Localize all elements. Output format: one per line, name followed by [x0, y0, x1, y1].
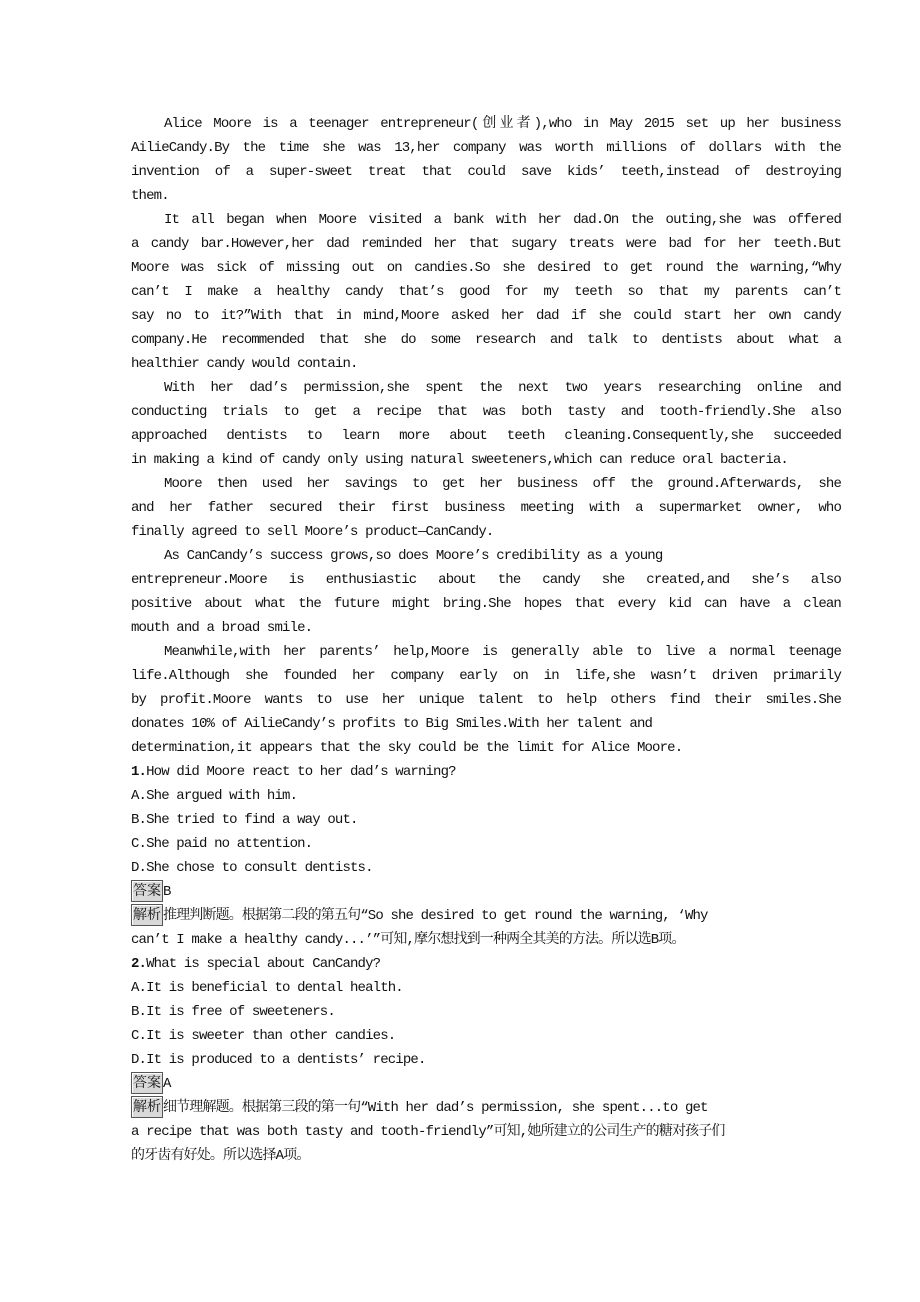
text-line: conducting trials to get a recipe that was both tasty and tooth-friendly.She also — [131, 404, 841, 420]
text-line: a candy bar.However,her dad reminded her that sugary treats were bad for her teeth.But — [131, 236, 841, 252]
answer-option: C.She paid no attention. — [131, 836, 313, 852]
text-line: Meanwhile,with her parents’ help,Moore is generally able to live a normal teenage — [164, 644, 841, 660]
question-stem — [131, 952, 841, 976]
document-body — [131, 112, 841, 1168]
text-line: healthier candy would contain. — [131, 356, 358, 372]
answer-option: B.She tried to find a way out. — [131, 812, 358, 828]
reading-passage — [131, 112, 841, 760]
text-line: say no to it?”With that in mind,Moore asked her dad if she could start her own candy — [131, 308, 841, 324]
answer-option: C.It is sweeter than other candies. — [131, 1028, 396, 1044]
question-number: 2. — [131, 956, 147, 972]
analysis-text: 细节理解题。根据第三段的第一句“With her dad’s permission, she spent...to get — [163, 1100, 708, 1116]
answer-option: A.She argued with him. — [131, 788, 298, 804]
text-line: As CanCandy’s success grows,so does Moore’s credibility as a young — [164, 548, 663, 564]
analysis-line — [131, 1144, 841, 1168]
paragraph — [131, 208, 841, 376]
paragraph — [131, 112, 841, 208]
question-text: What is special about CanCandy? — [146, 956, 381, 972]
analysis-label-badge: 解析 — [131, 1096, 163, 1118]
question-stem — [131, 760, 841, 784]
text-line: donates 10% of AilieCandy’s profits to Big Smiles.With her talent and — [131, 716, 653, 732]
answer-option: D.It is produced to a dentists’ recipe. — [131, 1052, 426, 1068]
text-line: mouth and a broad smile. — [131, 620, 313, 636]
text-line: Alice Moore is a teenager entrepreneur(创业者),who in May 2015 set up her business — [164, 116, 841, 132]
analysis-line — [131, 1120, 841, 1144]
text-line: them. — [131, 188, 169, 204]
text-line: company.He recommended that she do some research and talk to dentists about what a — [131, 332, 841, 348]
answer-line — [131, 1072, 841, 1096]
question-block — [131, 760, 841, 952]
text-line: AilieCandy.By the time she was 13,her company was worth millions of dollars with the — [131, 140, 841, 156]
analysis-text: 推理判断题。根据第二段的第五句“So she desired to get round the warning, ‘Why — [163, 908, 708, 924]
questions-section — [131, 760, 841, 1168]
paragraph — [131, 376, 841, 472]
text-line: and her father secured their first business meeting with a supermarket owner, who — [131, 500, 841, 516]
answer-value: A — [163, 1076, 171, 1092]
text-line: invention of a super-sweet treat that could save kids’ teeth,instead of destroying — [131, 164, 841, 180]
answer-label-badge: 答案 — [131, 880, 163, 902]
text-line: determination,it appears that the sky could be the limit for Alice Moore. — [131, 740, 683, 756]
text-line: life.Although she founded her company early on in life,she wasn’t driven primarily — [131, 668, 841, 684]
answer-label-badge: 答案 — [131, 1072, 163, 1094]
answer-option: A.It is beneficial to dental health. — [131, 980, 403, 996]
answer-line — [131, 880, 841, 904]
text-line: approached dentists to learn more about teeth cleaning.Consequently,she succeeded — [131, 428, 841, 444]
answer-option: B.It is free of sweeteners. — [131, 1004, 335, 1020]
paragraph — [131, 640, 841, 760]
text-line: Moore then used her savings to get her business off the ground.Afterwards, she — [164, 476, 841, 492]
answer-option: D.She chose to consult dentists. — [131, 860, 373, 876]
answer-value: B — [163, 884, 171, 900]
question-text: How did Moore react to her dad’s warning? — [146, 764, 456, 780]
paragraph — [131, 544, 841, 640]
analysis-text: can’t I make a healthy candy...’”可知,摩尔想找到一种两全其美的方法。所以选B项。 — [131, 932, 685, 948]
text-line: Moore was sick of missing out on candies.So she desired to get round the warning,“Why — [131, 260, 841, 276]
text-line: by profit.Moore wants to use her unique talent to help others find their smiles.She — [131, 692, 841, 708]
text-line: entrepreneur.Moore is enthusiastic about the candy she created,and she’s also — [131, 572, 841, 588]
text-line: can’t I make a healthy candy that’s good for my teeth so that my parents can’t — [131, 284, 841, 300]
analysis-text: a recipe that was both tasty and tooth-friendly”可知,她所建立的公司生产的糖对孩子们 — [131, 1124, 725, 1140]
analysis-line — [131, 1096, 841, 1120]
question-block — [131, 952, 841, 1168]
analysis-label-badge: 解析 — [131, 904, 163, 926]
analysis-text: 的牙齿有好处。所以选择A项。 — [131, 1148, 310, 1164]
text-line: finally agreed to sell Moore’s product—CanCandy. — [131, 524, 494, 540]
paragraph — [131, 472, 841, 544]
text-line: in making a kind of candy only using natural sweeteners,which can reduce oral bacteria. — [131, 452, 788, 468]
text-line: positive about what the future might bring.She hopes that every kid can have a clean — [131, 596, 841, 612]
text-line: With her dad’s permission,she spent the next two years researching online and — [164, 380, 841, 396]
analysis-line — [131, 928, 841, 952]
question-number: 1. — [131, 764, 147, 780]
text-line: It all began when Moore visited a bank with her dad.On the outing,she was offered — [164, 212, 841, 228]
analysis-line — [131, 904, 841, 928]
